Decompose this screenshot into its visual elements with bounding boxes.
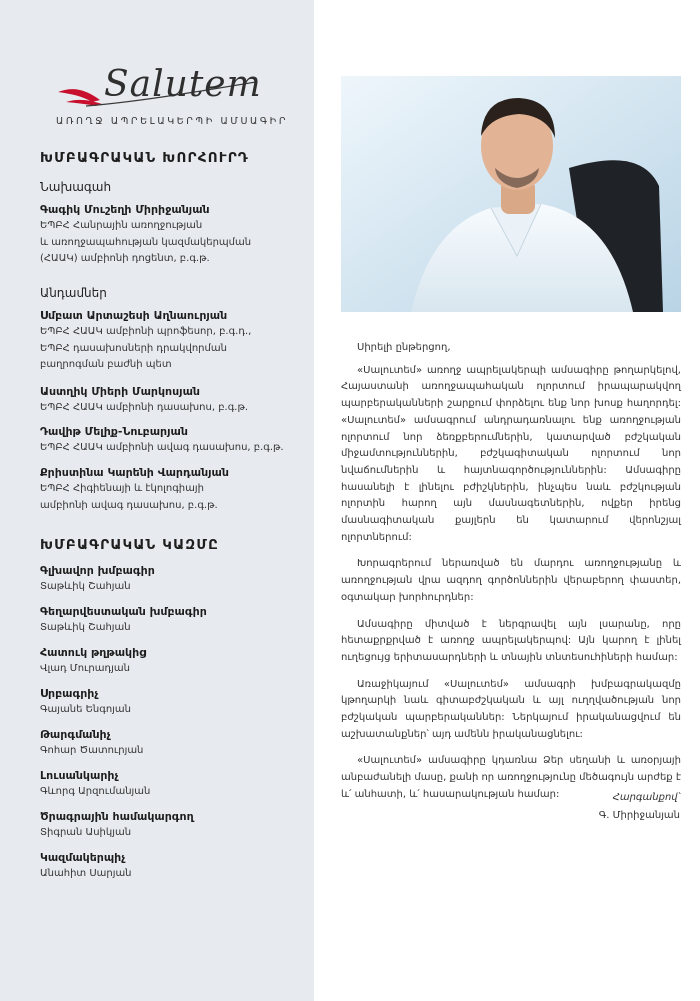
member-entry: [40, 465, 300, 514]
staff-name: Վլադ Մուրադյան: [40, 663, 130, 674]
salutem-logo: [56, 62, 276, 122]
staff-name: Տաթևիկ Շահյան: [40, 622, 131, 633]
letter-paragraph: «Սալուտեմ» առողջ ապրելակերպի ամսագիրը թողարկելով, Հայաստանի առողջապահական ոլորտում իրապարակվող պարբերականների շարքում փորձելու ենք նոր խոսք հաղորդել: «Սալուտեմ» ամսագրում անդրադառնալու ենք առողջության ոլորտում նոր ձեռքբերումներին, կատարված բժշկական միջամտություններին, բժշկագիտական ոլորտում նոր նվաճումներին և հայտնագործություններին: Ամսագիրը հասանելի է լինելու բժիշկներին, ինչպես նաև բժշկության ոլորտին հարող այն մասնագետներին, ովքեր իրենց մասնագիտական քայլերն են կատարում վերոնշյալ ոլորտներում:: [341, 364, 681, 543]
members-heading: Անդամներ: [40, 286, 107, 300]
logo-wordmark: Salutem: [104, 64, 262, 105]
person-title-line: ԵՊԲՀ դասախոսների դրակվորման: [40, 342, 227, 354]
staff-name: Տիգրան Ասիկյան: [40, 827, 132, 838]
staff-entry: [40, 604, 300, 637]
staff-role: Թարգմանիչ: [40, 728, 111, 741]
member-entry: [40, 308, 300, 374]
staff-name: Գոհար Ծատուրյան: [40, 745, 144, 756]
letter-paragraph: Առաջիկայում «Սալուտեմ» ամսագրի խմբագրակազմը կթողարկի նաև գիտաբժշկական և այլ ուղղվածության նոր բժշկական պարբերականներ: Ներկայում իրականացվում են աշխատանքներ՝ այդ ամենն իրականացնելու:: [341, 678, 681, 740]
person-title-line: ԵՊԲՀ ՀԱԱԿ ամբիոնի դասախոս, բ.գ.թ.: [40, 402, 249, 413]
editorial-sidebar: [0, 0, 314, 1001]
staff-entry: [40, 809, 300, 842]
person-name: Քրիստինա Կարենի Վարդանյան: [40, 466, 229, 479]
staff-role: Սրբագրիչ: [40, 687, 99, 700]
person-title-line: (ՀԱԱԿ) ամբիոնի դոցենտ, բ.գ.թ.: [40, 253, 210, 264]
staff-role: Գլխավոր խմբագիր: [40, 564, 155, 577]
member-entry: [40, 384, 300, 417]
letter-paragraph: «Սալուտեմ» ամսագիրը կդառնա Ձեր սեղանի և առօրյայի անբաժանելի մասը, քանի որ առողջությունը մեծագույն արժեք է և՛ անհատի, և՛ հասարակության համար:: [341, 755, 681, 800]
magazine-tagline: ԱՌՈՂՋ ԱՊՐԵԼԱԿԵՐՊԻ ԱՄՍԱԳԻՐ: [56, 116, 289, 127]
editorial-staff-title: ԽՄԲԱԳՐԱԿԱՆ ԿԱԶՄԸ: [40, 537, 220, 553]
staff-entry: [40, 768, 300, 801]
staff-name: Գայանե Ենգոյան: [40, 704, 131, 715]
staff-role: Ծրագրային համակարգող: [40, 810, 194, 823]
chair-entry: [40, 202, 300, 268]
staff-name: Գևորգ Արզումանյան: [40, 786, 151, 797]
editorial-letter: [341, 340, 681, 814]
person-name: Սմբատ Արտաշեսի Աղնաուրյան: [40, 309, 228, 322]
person-title-line: ԵՊԲՀ ՀԱԱԿ ամբիոնի պրոֆեսոր, բ.գ.դ.,: [40, 326, 252, 337]
staff-entry: [40, 563, 300, 596]
letter-greeting: Սիրելի ընթերցող,: [357, 342, 451, 353]
staff-name: Անահիտ Սարյան: [40, 868, 132, 879]
staff-entry: [40, 645, 300, 678]
letter-paragraph: Խորագրերում ներառված են մարդու առողջությանը և առողջության վրա ազդող գործոններին վերաբերող փաստեր, օգտակար խորհուրդներ:: [341, 558, 681, 603]
staff-role: Գեղարվեստական խմբագիր: [40, 605, 207, 618]
person-name: Դավիթ Մելիք-Նուբարյան: [40, 425, 188, 438]
chair-heading: Նախագահ: [40, 180, 112, 194]
staff-role: Հատուկ թղթակից: [40, 646, 147, 659]
staff-role: Կազմակերպիչ: [40, 851, 126, 864]
letter-paragraph: Ամսագիրը միտված է ներգրավել այն լսարանը, որը հետաքրքրված է առողջ ապրելակերպով: Այն կարող է լինել ուղեցույց երիտասարդների և տնային տնտեսուհիների համար:: [341, 618, 681, 663]
person-name: Աստղիկ Միերի Մարկոսյան: [40, 385, 200, 398]
person-title-line: ամբիոնի ավագ դասախոս, բ.գ.թ.: [40, 499, 218, 511]
staff-role: Լուսանկարիչ: [40, 769, 119, 782]
staff-entry: [40, 850, 300, 883]
person-title-line: ԵՊԲՀ ՀԱԱԿ ամբիոնի ավագ դասախոս, բ.գ.թ.: [40, 442, 284, 453]
staff-name: Տաթևիկ Շահյան: [40, 581, 131, 592]
letter-closing: [380, 792, 680, 803]
closing-phrase: Հարգանքով՝: [612, 792, 680, 803]
person-title-line: ԵՊԲՀ Հիգիենայի և էկոլոգիայի: [40, 483, 204, 494]
letter-signature: Գ. Միրիջանյան: [598, 810, 680, 821]
member-entry: [40, 424, 300, 457]
person-title-line: բաղրոգման բաժնի պետ: [40, 359, 172, 370]
person-name: Գագիկ Մուշեղի Միրիջանյան: [40, 203, 210, 216]
staff-entry: [40, 727, 300, 760]
staff-entry: [40, 686, 300, 719]
person-title-line: և առողջապահության կազմակերպման: [40, 236, 252, 248]
editor-portrait-photo: [341, 76, 681, 312]
editorial-board-title: ԽՄԲԱԳՐԱԿԱՆ ԽՈՐՀՈՒՐԴ: [40, 150, 250, 166]
person-title-line: ԵՊԲՀ Հանրային առողջության: [40, 220, 203, 231]
